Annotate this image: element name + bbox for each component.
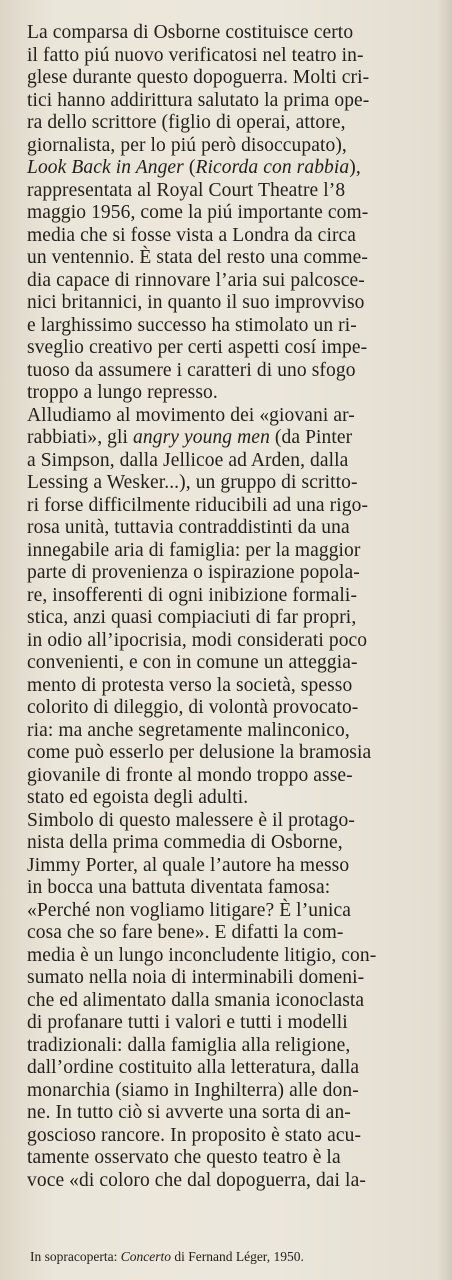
text-run: Alludiamo al movimento dei «giovani ar- bbox=[27, 404, 355, 426]
text-run: (da Pinter bbox=[269, 427, 353, 448]
text-line bbox=[27, 967, 437, 990]
caption-artwork-title: Concerto bbox=[120, 1249, 171, 1264]
text-line bbox=[27, 720, 437, 743]
text-line bbox=[27, 157, 437, 180]
text-run: a Simpson, dalla Jellicoe ad Arden, dalla bbox=[27, 449, 349, 471]
text-run: voce «di coloro che dal dopoguerra, dai la- bbox=[27, 1169, 366, 1191]
text-run: un ventennio. È stata del resto una comme- bbox=[27, 247, 369, 268]
text-run: tamente osservato che questo teatro è la bbox=[27, 1147, 341, 1168]
text-line bbox=[27, 540, 437, 563]
text-line bbox=[27, 270, 437, 293]
text-line bbox=[27, 292, 437, 315]
text-run: tradizionali: dalla famiglia alla religione, bbox=[27, 1034, 351, 1056]
italic-title: Look Back in Anger bbox=[27, 157, 184, 178]
text-run: in bocca una battuta diventata famosa: bbox=[27, 877, 331, 898]
text-line bbox=[27, 675, 437, 698]
body-text bbox=[27, 22, 437, 1192]
text-line bbox=[27, 810, 437, 833]
text-run: Lessing a Wesker...), un gruppo di scritto- bbox=[27, 472, 358, 493]
text-run: dall’ordine costituito alla letteratura, dalla bbox=[27, 1057, 360, 1078]
text-run: colorito di dileggio, di volontà provocato- bbox=[27, 697, 359, 718]
caption-prefix: In sopracoperta: bbox=[30, 1249, 121, 1264]
italic-title: angry young men bbox=[133, 427, 270, 448]
text-run: La comparsa di Osborne costituisce certo bbox=[27, 22, 354, 43]
text-run: Simbolo di questo malessere è il protago- bbox=[27, 809, 355, 831]
text-run: glese durante questo dopoguerra. Molti cri- bbox=[27, 67, 370, 88]
text-run: tici hanno addirittura salutato la prima ope- bbox=[27, 89, 370, 111]
text-line bbox=[27, 990, 437, 1013]
caption-suffix: di Fernand Léger, 1950. bbox=[170, 1249, 304, 1264]
text-line bbox=[27, 22, 437, 45]
text-line bbox=[27, 90, 437, 113]
text-line bbox=[27, 1125, 437, 1148]
text-run: tuoso da assumere i caratteri di uno sfogo bbox=[27, 359, 356, 381]
text-line bbox=[27, 135, 437, 158]
text-run: cosa che so fare bene». E difatti la com- bbox=[27, 922, 344, 943]
text-run: rabbiati», gli bbox=[27, 427, 134, 448]
text-line bbox=[27, 855, 437, 878]
text-line bbox=[27, 652, 437, 675]
text-line bbox=[27, 1147, 437, 1170]
text-run: media è un lungo inconcludente litigio, con- bbox=[27, 944, 377, 966]
text-line bbox=[27, 202, 437, 225]
paragraph bbox=[27, 405, 437, 810]
text-run: monarchia (siamo in Inghilterra) alle don- bbox=[27, 1079, 359, 1101]
text-run: nici britannici, in quanto il suo improvviso bbox=[27, 292, 365, 313]
text-run: rappresentata al Royal Court Theatre l’8 bbox=[27, 179, 346, 201]
text-run: sumato nella noia di interminabili domeni- bbox=[27, 967, 365, 988]
text-run: dia capace di rinnovare l’aria sui palcosce- bbox=[27, 269, 365, 291]
text-run: media che si fosse vista a Londra da circa bbox=[27, 224, 357, 246]
text-run: maggio 1956, come la piú importante com- bbox=[27, 202, 369, 223]
text-line bbox=[27, 765, 437, 788]
text-run: stica, anzi quasi compiaciuti di far propri, bbox=[27, 607, 357, 628]
text-line bbox=[27, 1170, 437, 1193]
paragraph bbox=[27, 22, 437, 405]
text-line bbox=[27, 450, 437, 473]
text-run: re, insofferenti di ogni inibizione formali- bbox=[27, 584, 358, 606]
text-run: innegabile aria di famiglia: per la maggior bbox=[27, 539, 361, 561]
text-line bbox=[27, 67, 437, 90]
text-run: ra dello scrittore (figlio di operai, attore, bbox=[27, 112, 346, 133]
text-line bbox=[27, 517, 437, 540]
text-run: ne. In tutto ciò si avverte una sorta di an- bbox=[27, 1102, 351, 1123]
text-line bbox=[27, 1035, 437, 1058]
text-line bbox=[27, 495, 437, 518]
text-run: di profanare tutti i valori e tutti i modelli bbox=[27, 1012, 348, 1033]
text-run: ria: ma anche segretamente malinconico, bbox=[27, 719, 350, 741]
text-line bbox=[27, 585, 437, 608]
text-line bbox=[27, 225, 437, 248]
text-run: giornalista, per lo piú però disoccupato), bbox=[27, 134, 347, 156]
text-line bbox=[27, 630, 437, 653]
text-run: troppo a lungo represso. bbox=[27, 382, 218, 403]
text-line bbox=[27, 112, 437, 135]
text-run: parte di provenienza o ispirazione popola- bbox=[27, 562, 360, 583]
paragraph bbox=[27, 810, 437, 1193]
text-run: nista della prima commedia di Osborne, bbox=[27, 832, 343, 853]
text-line bbox=[27, 922, 437, 945]
text-run: e larghissimo successo ha stimolato un ri- bbox=[27, 314, 357, 336]
text-run: goscioso rancore. In proposito è stato acu- bbox=[27, 1124, 362, 1146]
text-line bbox=[27, 697, 437, 720]
text-line bbox=[27, 382, 437, 405]
text-run: rosa unità, tuttavia contraddistinti da una bbox=[27, 517, 350, 538]
text-line bbox=[27, 1080, 437, 1103]
text-run: sveglio creativo per certi aspetti cosí impe- bbox=[27, 337, 368, 358]
text-run: ( bbox=[183, 157, 196, 178]
italic-title: Ricorda con rabbia bbox=[195, 157, 350, 178]
text-run: «Perché non vogliamo litigare? È l’unica bbox=[27, 899, 352, 921]
text-line bbox=[27, 945, 437, 968]
text-run: che ed alimentato dalla smania iconoclasta bbox=[27, 989, 365, 1011]
text-line bbox=[27, 1057, 437, 1080]
text-line bbox=[27, 1012, 437, 1035]
text-line bbox=[27, 607, 437, 630]
text-run: ri forse difficilmente riducibili ad una rigo- bbox=[27, 494, 369, 516]
text-line bbox=[27, 562, 437, 585]
text-run: il fatto piú nuovo verificatosi nel teatro in- bbox=[27, 44, 364, 66]
text-line bbox=[27, 247, 437, 270]
text-line bbox=[27, 45, 437, 68]
text-line bbox=[27, 832, 437, 855]
text-run: in odio all’ipocrisia, modi considerati poco bbox=[27, 629, 368, 651]
text-run: Jimmy Porter, al quale l’autore ha messo bbox=[27, 854, 350, 876]
text-run: giovanile di fronte al mondo troppo asse- bbox=[27, 764, 353, 786]
text-line bbox=[27, 900, 437, 923]
text-run: ), bbox=[349, 157, 361, 178]
text-line bbox=[27, 337, 437, 360]
text-line bbox=[27, 427, 437, 450]
text-run: stato ed egoista degli adulti. bbox=[27, 787, 249, 808]
text-line bbox=[27, 180, 437, 203]
page-edge-shadow bbox=[438, 0, 452, 1280]
text-run: convenienti, e con in comune un atteggia- bbox=[27, 652, 358, 673]
cover-caption bbox=[30, 1249, 304, 1265]
text-line bbox=[27, 315, 437, 338]
text-line bbox=[27, 405, 437, 428]
text-run: mento di protesta verso la società, spesso bbox=[27, 674, 353, 696]
text-line bbox=[27, 877, 437, 900]
text-line bbox=[27, 472, 437, 495]
text-line bbox=[27, 360, 437, 383]
text-run: come può esserlo per delusione la bramosia bbox=[27, 742, 372, 763]
text-line bbox=[27, 787, 437, 810]
text-line bbox=[27, 1102, 437, 1125]
text-line bbox=[27, 742, 437, 765]
